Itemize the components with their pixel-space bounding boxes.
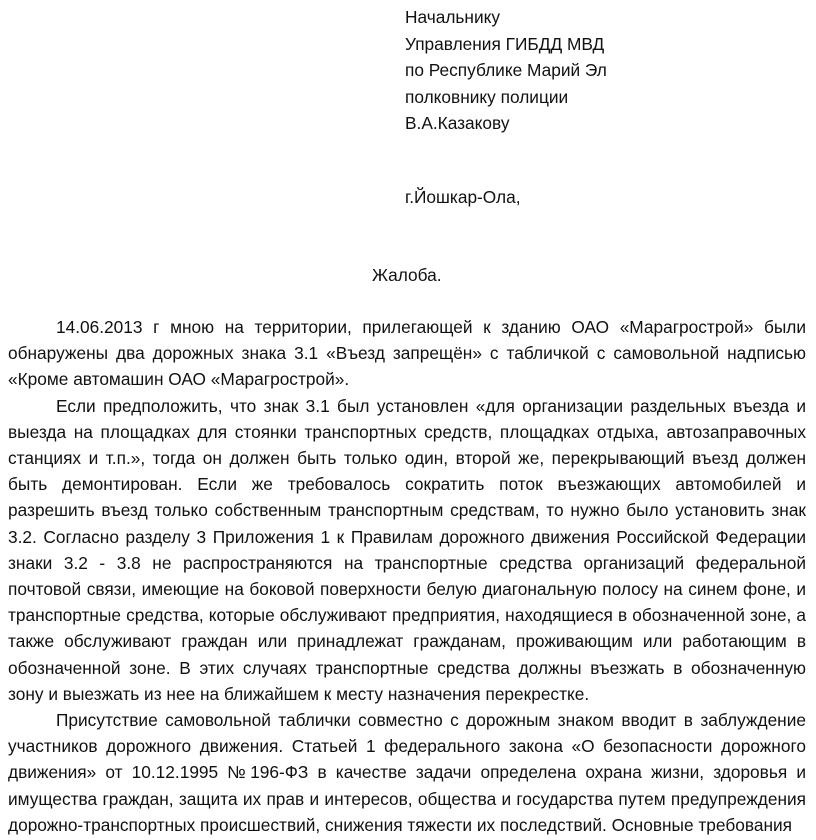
document-title: Жалоба. [372,265,442,285]
addressee-block [405,4,607,137]
addressee-line: В.А.Казакову [405,113,510,133]
complaint-body [8,314,806,838]
addressee-line: полковнику полиции [405,86,569,107]
addressee-line: Управления ГИБДД МВД [405,33,605,54]
addressee-line: по Республике Марий Эл [405,60,607,80]
paragraph: Если предположить, что знак 3.1 был установлен «для организации раздельных въезда и выезда на площадках для стоянки транспортных средств, площадках отдыха, автозаправочных станциях и т.п.», тогда он должен быть только один, второй же, перекрывающий въезд должен быть демонтирован. Если же требовалось сократить поток въезжающих автомобилей и разрешить въезд только собственным транспортным средствам, то нужно было установить знак 3.2. Согласно разделу 3 Приложения 1 к Правилам дорожного движения Российской Федерации знаки 3.2 - 3.8 не распространяются на транспортные средства организаций федеральной почтовой связи, имеющие на боковой поверхности белую диагональную полосу на синем фоне, и транспортные средства, которые обслуживают предприятия, находящиеся в обозначенной зоне, а также обслуживают граждан или принадлежат гражданам, проживающим или работающим в обозначенной зоне. В этих случаях транспортные средства должны въезжать в обозначенную зону и выезжать из нее на ближайшем к месту назначения перекрестке. [8,395,806,704]
paragraph: Присутствие самовольной таблички совместно с дорожным знаком вводит в заблуждение участников дорожного движения. Статьей 1 федерального закона «О безопасности дорожного движения» от 10.12.1995 №196-ФЗ в качестве задачи определена охрана жизни, здоровья и имущества граждан, защита их прав и интересов, общества и государства путем предупреждения дорожно-транспортных происшествий, снижения тяжести их последствий. Основные требования [8,710,806,835]
paragraph: 14.06.2013 г мною на территории, прилегающей к зданию ОАО «Марагрострой» были обнаружены два дорожных знака 3.1 «Въезд запрещён» с табличкой с самовольной надписью «Кроме автомашин ОАО «Марагрострой». [8,317,806,390]
city-line: г.Йошкар-Ола, [405,187,521,207]
addressee-line: Начальнику [405,7,501,27]
